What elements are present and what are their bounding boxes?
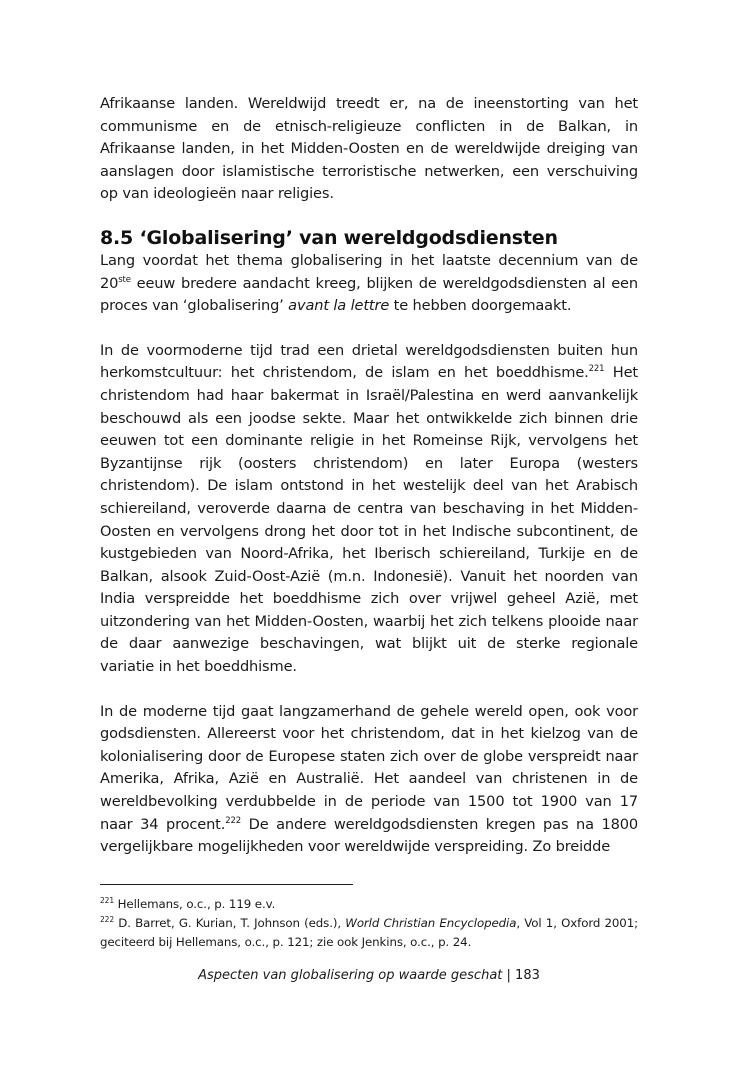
footnote-221 [100,895,638,914]
paragraph-text: In de moderne tijd gaat langzamerhand de gehele wereld open, ook voor godsdiensten. Allereerst voor het christendom, dat in het kielzog van de kolonialisering door de Europese staten zich over de globe verspreidt naar Amerika, Afrika, Azië en Australië. Het aandeel van christenen in de wereldbevolking verdubbelde in de periode van 1500 tot 1900 van 17 naar 34 procent. [100,702,638,833]
footnote-text: D. Barret, G. Kurian, T. Johnson (eds.), [114,916,346,930]
footer-separator: | [502,968,516,983]
paragraph-text: eeuw bredere aandacht kreeg, blijken de wereldgodsdiensten al een proces van ‘globalisering’ [100,274,638,315]
paragraph-text: te hebben doorgemaakt. [389,297,572,315]
section-heading: 8.5 ‘Globalisering’ van wereldgodsdiensten [100,226,558,249]
italic-phrase: avant la lettre [288,297,390,315]
footnote-ref-222[interactable]: 222 [225,815,242,826]
paragraph-text: De andere wereldgodsdiensten kregen pas na 1800 vergelijkbare mogelijkheden voor wereldwijde verspreiding. Zo breidde [100,815,638,856]
superscript-ste: ste [118,274,131,285]
footnote-text: , Vol 1, Oxford 2001; geciteerd bij Hellemans, o.c., p. 121; zie ook Jenkins, o.c., p. 24. [100,916,638,949]
paragraph-modern [100,701,638,859]
footnote-number: 221 [100,896,115,905]
paragraph-text: In de voormoderne tijd trad een drietal wereldgodsdiensten buiten hun herkomstcultuur: het christendom, de islam en het boeddhisme. [100,341,638,382]
footnote-divider [100,884,353,885]
footnote-222 [100,914,638,952]
footnote-number: 222 [100,915,115,924]
footnote-italic-title: World Christian Encyclopedia [345,916,517,930]
footnote-text: Hellemans, o.c., p. 119 e.v. [114,897,276,911]
page-number: 183 [515,968,540,983]
footnote-ref-221[interactable]: 221 [588,364,605,375]
paragraph-premodern [100,340,638,679]
paragraph-intro [100,250,638,318]
footnotes [100,895,638,952]
running-footer [100,967,638,985]
paragraph-text: Het christendom had haar bakermat in Israël/Palestina en werd aanvankelijk beschouwd als een joodse sekte. Maar het ontwikkelde zich binnen drie eeuwen tot een dominante religie in het Romeinse Rijk, vervolgens het Byzantijnse rijk (oosters christendom) en later Europa (westers christendom). De islam ontstond in het westelijk deel van het Arabisch schiereiland, veroverde daarna de centra van beschaving in het Midden-Oosten en vervolgens drong het door tot in het Indische subcontinent, de kustgebieden van Noord-Afrika, het Iberisch schiereiland, Turkije en de Balkan, alsook Zuid-Oost-Azië (m.n. Indonesië). Vanuit het noorden van India verspreidde het boeddhisme zich over vrijwel geheel Azië, met uitzondering van het Midden-Oosten, waarbij het zich telkens plooide naar de daar aanwezige beschavingen, wat blijkt uit de sterke regionale variatie in het boeddhisme. [100,364,638,676]
page-body [100,93,638,859]
paragraph-text: Lang voordat het thema globalisering in het laatste decennium van de 20 [100,251,638,292]
paragraph-continuation: Afrikaanse landen. Wereldwijd treedt er, na de ineenstorting van het communisme en de etnisch-religieuze conflicten in de Balkan, in Afrikaanse landen, in het Midden-Oosten en de wereldwijde dreiging van aanslagen door islamistische terroristische netwerken, een verschuiving op van ideologieën naar religies. [100,95,638,203]
footer-title: Aspecten van globalisering op waarde geschat [198,968,503,983]
